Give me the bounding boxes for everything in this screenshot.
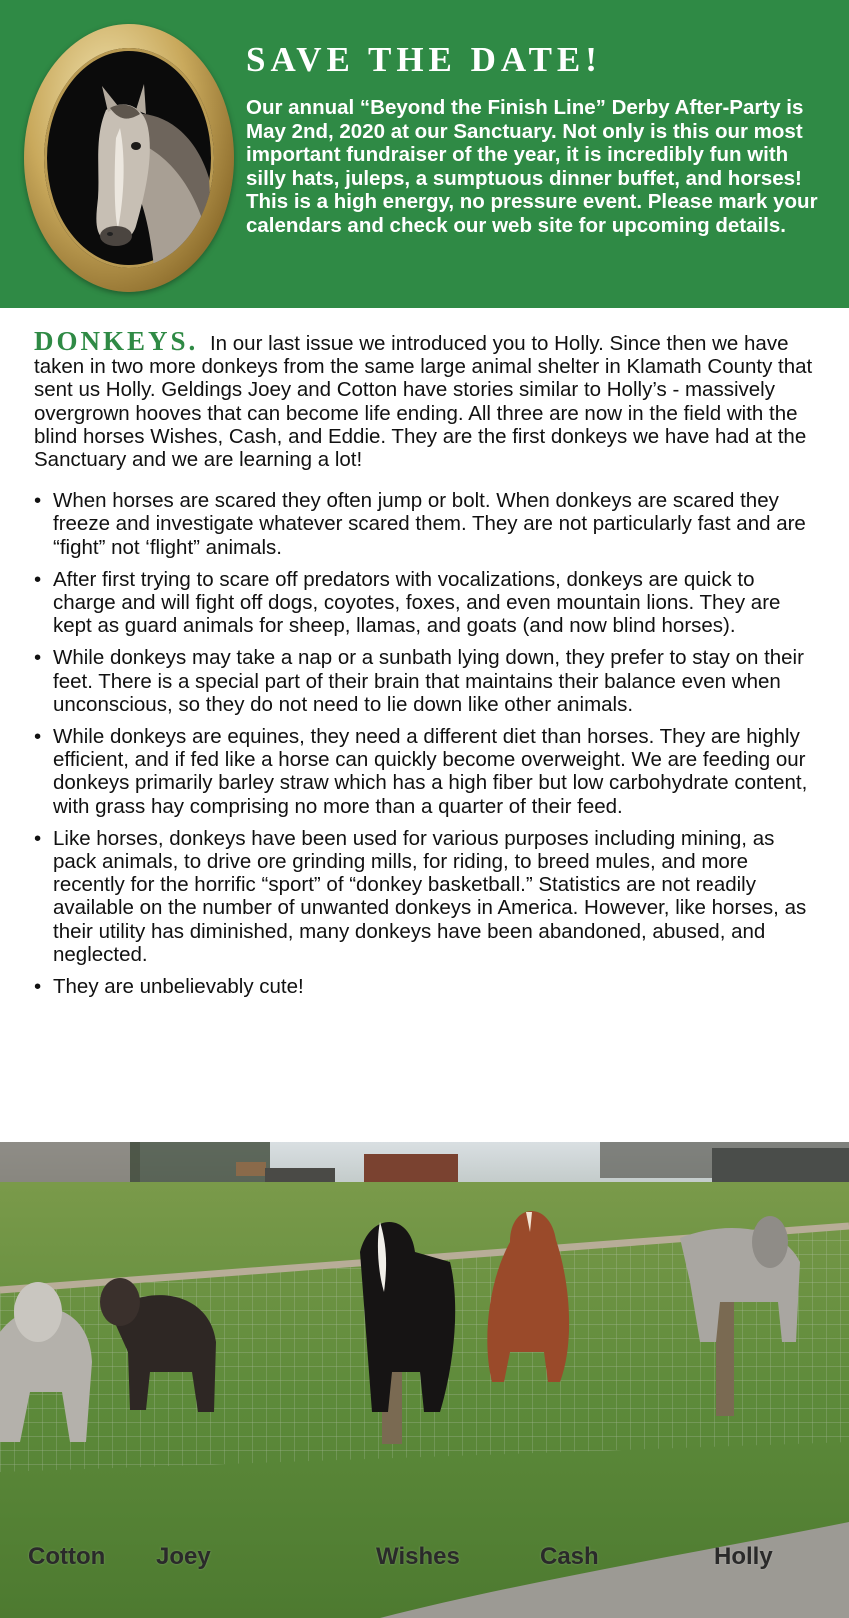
photo-label-wishes: Wishes	[376, 1543, 460, 1570]
horse-head-illustration	[44, 48, 214, 268]
save-the-date-title: SAVE THE DATE!	[246, 40, 602, 79]
photo-label-cotton: Cotton	[28, 1543, 106, 1570]
bullet-icon: •	[34, 567, 42, 591]
article-intro-paragraph	[34, 326, 818, 472]
donkey-facts-list	[34, 489, 818, 998]
fact-item	[34, 646, 818, 716]
horse-portrait-frame	[24, 24, 234, 292]
horse-portrait	[44, 48, 214, 268]
pasture-photo	[0, 1142, 849, 1618]
bullet-icon: •	[34, 975, 42, 999]
bullet-icon: •	[34, 646, 42, 670]
photo-label-joey: Joey	[156, 1543, 211, 1570]
fact-item	[34, 725, 818, 818]
donkeys-heading: DONKEYS.	[34, 326, 199, 356]
fact-item	[34, 975, 818, 998]
bullet-icon: •	[34, 489, 42, 513]
photo-label-holly: Holly	[714, 1543, 773, 1570]
photo-label-cash: Cash	[540, 1543, 599, 1570]
bullet-icon: •	[34, 725, 42, 749]
derby-announcement-text: Our annual “Beyond the Finish Line” Derby After-Party is May 2nd, 2020 at our Sanctuary. Not only is this our most important fundraiser of the year, it is incredibly fun with silly hats, juleps, a sumptuous dinner buffet, and horses! This is a high energy, no pressure event. Please mark your calendars and check our web site for upcoming details.	[246, 96, 818, 237]
fact-item	[34, 568, 818, 638]
fact-text: Like horses, donkeys have been used for various purposes including mining, as pack animals, to drive ore grinding mills, for riding, to breed mules, and more recently for the horrific “sport” of “donkey basketball.” Statistics are not readily available on the number of unwanted donkeys in America. However, like horses, as their utility has diminished, many donkeys have been abandoned, abused, and neglected.	[53, 826, 807, 966]
fact-item	[34, 827, 818, 966]
donkeys-article	[34, 326, 818, 1007]
save-the-date-banner	[0, 0, 849, 308]
fact-text: While donkeys may take a nap or a sunbath lying down, they prefer to stay on their feet. There is a special part of their brain that maintains their balance even when unconscious, so they do not need to lie down like other animals.	[53, 646, 804, 716]
fact-text: When horses are scared they often jump or bolt. When donkeys are scared they freeze and investigate whatever scared them. They are not particularly fast and are “fight” not ‘flight” animals.	[53, 489, 806, 559]
fact-text: After first trying to scare off predators with vocalizations, donkeys are quick to charge and will fight off dogs, coyotes, foxes, and even mountain lions. They are kept as guard animals for sheep, llamas, and goats (and now blind horses).	[53, 567, 781, 638]
fact-text: While donkeys are equines, they need a different diet than horses. They are highly efficient, and if fed like a horse can quickly become overweight. We are feeding our donkeys primarily barley straw which has a high fiber but low carbohydrate content, with grass hay comprising no more than a quarter of their feed.	[53, 725, 808, 818]
intro-text: In our last issue we introduced you to Holly. Since then we have taken in two more donkeys from the same large animal shelter in Klamath County that sent us Holly. Geldings Joey and Cotton have stories similar to Holly’s - massively overgrown hooves that can become life ending. All three are now in the field with the blind horses Wishes, Cash, and Eddie. They are the first donkeys we have had at the Sanctuary and we are learning a lot!	[34, 332, 813, 472]
fact-text: They are unbelievably cute!	[53, 975, 304, 999]
fact-item	[34, 489, 818, 559]
bullet-icon: •	[34, 826, 42, 850]
